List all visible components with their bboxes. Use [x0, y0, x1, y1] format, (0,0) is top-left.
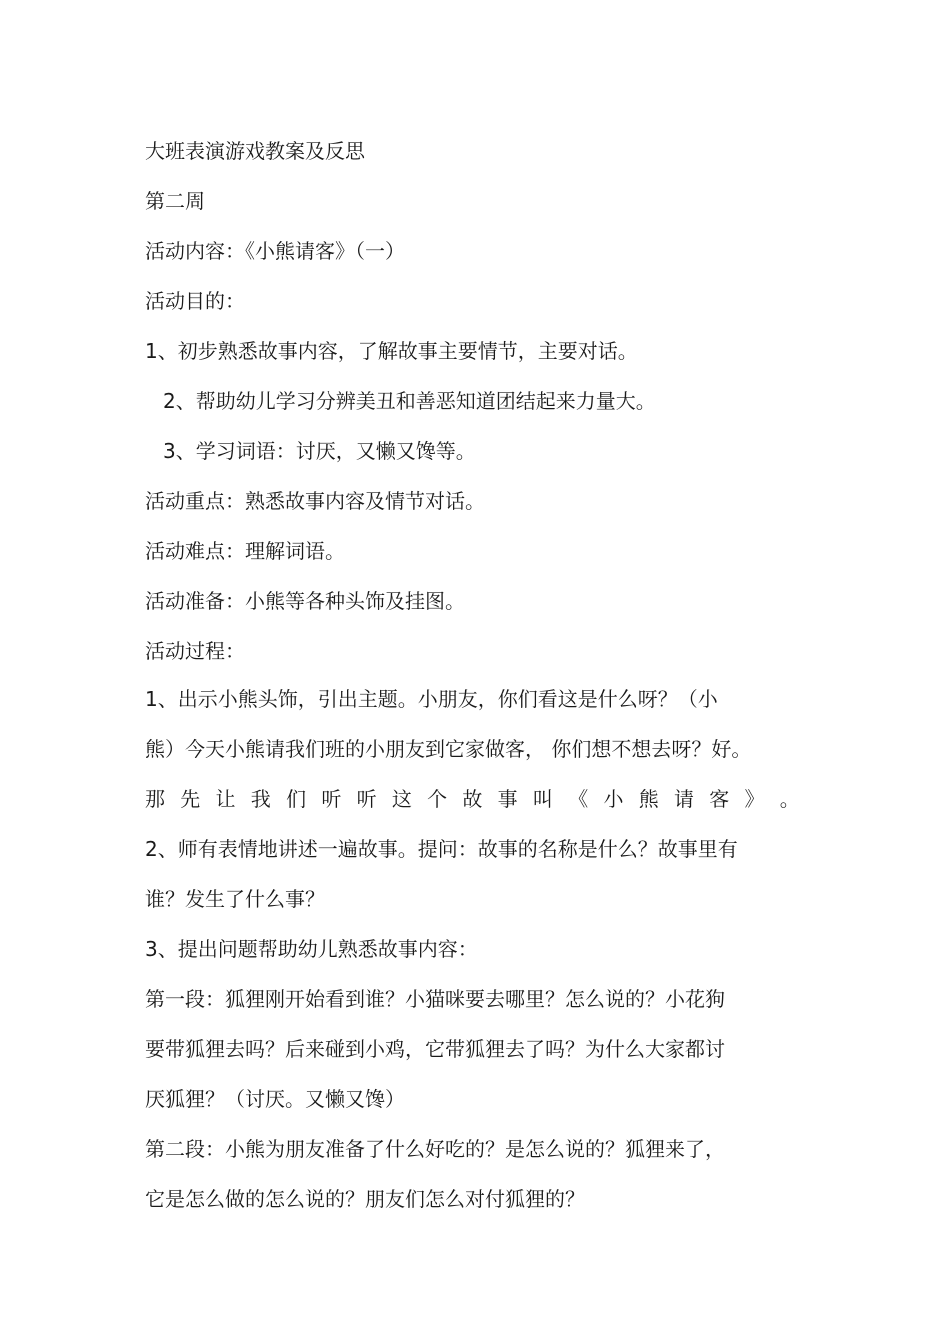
section1-line3: 厌狐狸？（讨厌。又懒又馋）: [145, 1087, 405, 1111]
spread-char: 我: [250, 787, 271, 811]
spread-char: 熊: [638, 787, 659, 811]
spread-char: 请: [673, 787, 694, 811]
step1-line2: 熊）今天小熊请我们班的小朋友到它家做客， 你们想不想去呀？好。: [145, 737, 752, 761]
goal-item-3: 3、学习词语：讨厌，又懒又馋等。: [163, 439, 476, 463]
week-label: 第二周: [145, 189, 205, 213]
spread-char: 那: [145, 787, 165, 811]
spread-char: 事: [497, 787, 518, 811]
activity-content: 活动内容：《小熊请客》（一）: [145, 239, 405, 263]
spread-char: 》: [744, 787, 765, 811]
spread-char: 客: [709, 787, 730, 811]
step1-line1: 1、出示小熊头饰，引出主题。小朋友，你们看这是什么呀？（小: [145, 687, 718, 711]
spread-char: 叫: [532, 787, 553, 811]
step2-line2: 谁？发生了什么事？: [145, 887, 325, 911]
spread-char: 让: [215, 787, 236, 811]
key-point: 活动重点：熟悉故事内容及情节对话。: [145, 489, 485, 513]
section2-line2: 它是怎么做的怎么说的？朋友们怎么对付狐狸的？: [145, 1187, 585, 1211]
section2-line1: 第二段：小熊为朋友准备了什么好吃的？是怎么说的？狐狸来了，: [145, 1137, 725, 1161]
section1-line2: 要带狐狸去吗？后来碰到小鸡，它带狐狸去了吗？为什么大家都讨: [145, 1037, 725, 1061]
spread-char: 们: [286, 787, 307, 811]
goal-item-2: 2、帮助幼儿学习分辨美丑和善恶知道团结起来力量大。: [163, 389, 656, 413]
goal-item-1: 1、初步熟悉故事内容，了解故事主要情节，主要对话。: [145, 339, 638, 363]
spread-char: 小: [603, 787, 624, 811]
spread-char: 。: [779, 787, 800, 811]
spread-char: 先: [180, 787, 201, 811]
spread-char: 这: [391, 787, 412, 811]
document-title: 大班表演游戏教案及反思: [145, 139, 365, 163]
spread-char: 听: [356, 787, 377, 811]
spread-char: 《: [568, 787, 589, 811]
preparation: 活动准备：小熊等各种头饰及挂图。: [145, 589, 465, 613]
step2-line1: 2、师有表情地讲述一遍故事。提问：故事的名称是什么？故事里有: [145, 837, 738, 861]
spread-char: 个: [427, 787, 448, 811]
section1-line1: 第一段：狐狸刚开始看到谁？小猫咪要去哪里？怎么说的？小花狗: [145, 987, 725, 1011]
step3: 3、提出问题帮助幼儿熟悉故事内容：: [145, 937, 478, 961]
process-heading: 活动过程：: [145, 639, 245, 663]
spread-char: 听: [321, 787, 342, 811]
difficulty: 活动难点：理解词语。: [145, 539, 345, 563]
goals-heading: 活动目的：: [145, 289, 245, 313]
spread-char: 故: [462, 787, 483, 811]
step1-line3: [145, 784, 800, 814]
